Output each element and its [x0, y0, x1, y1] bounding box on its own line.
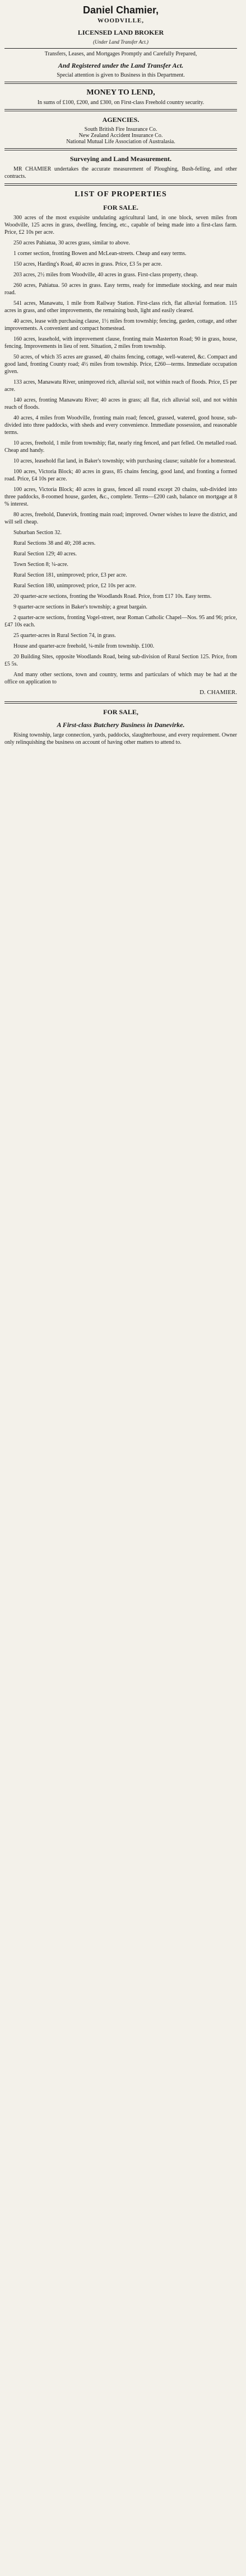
property-list: [4, 214, 237, 686]
divider: [4, 148, 237, 150]
divider: [4, 701, 237, 704]
list-item: 10 acres, leasehold flat land, in Baker's township; with purchasing clause; suitable for a homestead.: [13, 458, 236, 464]
list-item: 9 quarter-acre sections in Baker's township; a great bargain.: [13, 604, 147, 610]
agency-line: National Mutual Life Association of Australasia.: [66, 139, 175, 145]
advertiser-name: Daniel Chamier,: [82, 4, 159, 16]
list-item: 1 corner section, fronting Bowen and McLean-streets. Cheap and easy terms.: [13, 251, 187, 257]
signature: D. CHAMIER.: [199, 689, 237, 696]
list-item: 20 Building Sites, opposite Woodlands Road, being sub-division of Rural Section 125. Price, from £5 5s.: [4, 654, 237, 667]
column: [4, 0, 237, 749]
list-item: 50 acres, of which 35 acres are grassed, 40 chains fencing, cottage, well-watered, &c. Compact and good land, fronting County road; 4½ miles from township. Price, £260—terms. Immediate occupation given.: [4, 354, 237, 375]
divider: [4, 48, 237, 49]
list-item: House and quarter-acre freehold, ¼-mile from township. £100.: [13, 643, 155, 649]
list-item: 80 acres, freehold, Danevirk, fronting main road; improved. Owner wishes to leave the district, and will sell cheap.: [4, 512, 237, 525]
list-item: 300 acres of the most exquisite undulating agricultural land, in one block, seven miles from Woodville, 125 acres in grass, dwelling, fencing, etc., capable of being made into a first-class farm. Price, £2 10s per acre.: [4, 215, 237, 235]
list-item: 10 acres, freehold, 1 mile from township; flat, nearly ring fenced, and part felled. On metalled road. Cheap and handy.: [4, 440, 237, 454]
list-item: 40 acres, lease with purchasing clause, 1½ miles from township; fencing, garden, cottage, and other improvements. A convenient and compact homestead.: [4, 318, 237, 332]
divider: [4, 183, 237, 186]
list-item: Rural Section 181, unimproved; price, £3 per acre.: [13, 572, 127, 578]
advertiser-town: WOODVILLE,: [97, 17, 145, 24]
list-item: 25 quarter-acres in Rural Section 74, in grass.: [13, 633, 116, 639]
butchery-subtitle: A First-class Butchery Business in Danevirke.: [57, 721, 185, 729]
broker-registered: And Registered under the Land Transfer Act.: [58, 62, 184, 69]
list-item: 160 acres, leasehold, with improvement clause, fronting main Masterton Road; 90 in grass, house, fencing. Improvements in lieu of rent. Situation, 2 miles from township.: [4, 336, 237, 350]
list-item: Rural Section 129; 40 acres.: [13, 551, 77, 557]
survey-title: Surveying and Land Measurement.: [69, 155, 172, 163]
list-item: 133 acres, Manawatu River, unimproved rich, alluvial soil, not within reach of floods. Price, £5 per acre.: [4, 379, 237, 393]
agency-line: New Zealand Accident Insurance Co.: [78, 133, 163, 139]
list-subtitle: FOR SALE.: [103, 204, 138, 211]
divider: [4, 82, 237, 84]
list-item: 100 acres, Victoria Block; 40 acres in grass, 85 chains fencing, good land, and fronting a formed road. Price, £4 10s per acre.: [4, 469, 237, 482]
broker-subtitle: (Under Land Transfer Act.): [93, 39, 148, 45]
list-item: 40 acres, 4 miles from Woodville, fronting main road; fenced, grassed, watered, good house, sub-divided into three paddocks, with sheds and every convenience. Immediate possession, and reasonable terms.: [4, 415, 237, 436]
survey-body: MR CHAMIER undertakes the accurate measurement of Ploughing, Bush-felling, and other contracts.: [4, 166, 237, 180]
list-item: Suburban Section 32.: [13, 530, 62, 536]
list-item: 100 acres, Victoria Block; 40 acres in grass, fenced all round except 20 chains, sub-divided into three paddocks, 8-roomed house, garden, &c., complete. Terms—£200 cash, balance on mortgage at 8 % interest.: [4, 487, 237, 507]
list-item: And many other sections, town and country, terms and particulars of which may be had at the office on application to: [4, 672, 237, 685]
broker-title: LICENSED LAND BROKER: [77, 29, 164, 36]
list-item: 541 acres, Manawatu, 1 mile from Railway Station. First-class rich, flat alluvial formation. 115 acres in grass, and other improvements, the remaining bush, light and easily cleared.: [4, 300, 237, 314]
list-item: 2 quarter-acre sections, fronting Vogel-street, near Roman Catholic Chapel—Nos. 95 and 96; price, £47 10s each.: [4, 615, 237, 628]
list-item: Rural Sections 38 and 40; 208 acres.: [13, 540, 96, 546]
list-item: 250 acres Pahiatua, 30 acres grass, similar to above.: [13, 240, 130, 246]
list-item: Rural Section 180, unimproved; price, £2 10s per acre.: [13, 583, 137, 589]
butchery-body: Rising township, large connection, yards, paddocks, slaughterhouse, and every requirement. Owner only relinquishing the business on account of having other matters to attend to.: [4, 732, 237, 746]
broker-special: Special attention is given to Business in this Department.: [57, 72, 185, 78]
list-item: 140 acres, fronting Manawatu River; 40 acres in grass; all flat, rich alluvial soil, and not within reach of floods.: [4, 397, 237, 411]
list-title: LIST OF PROPERTIES: [75, 190, 167, 199]
list-item: 260 acres, Pahiatua. 50 acres in grass. Easy terms, ready for immediate stocking, and near main road.: [4, 282, 237, 296]
divider: [4, 109, 237, 111]
broker-services: Transfers, Leases, and Mortgages Promptly and Carefully Prepared,: [44, 51, 197, 57]
butchery-title: FOR SALE,: [103, 708, 138, 716]
list-item: Town Section 8; ¼-acre.: [13, 562, 68, 568]
loan-title: MONEY TO LEND,: [86, 88, 155, 97]
list-item: 150 acres, Harding's Road, 40 acres in grass. Price, £3 5s per acre.: [13, 261, 163, 267]
agencies-title: AGENCIES.: [102, 116, 140, 124]
loan-body: In sums of £100, £200, and £300, on First-class Freehold country security.: [37, 100, 205, 106]
agency-line: South British Fire Insurance Co.: [84, 126, 157, 133]
list-item: 20 quarter-acre sections, fronting the Woodlands Road. Price, from £17 10s. Easy terms.: [13, 593, 212, 600]
list-item: 203 acres, 2½ miles from Woodville, 40 acres in grass. First-class property, cheap.: [13, 272, 198, 278]
